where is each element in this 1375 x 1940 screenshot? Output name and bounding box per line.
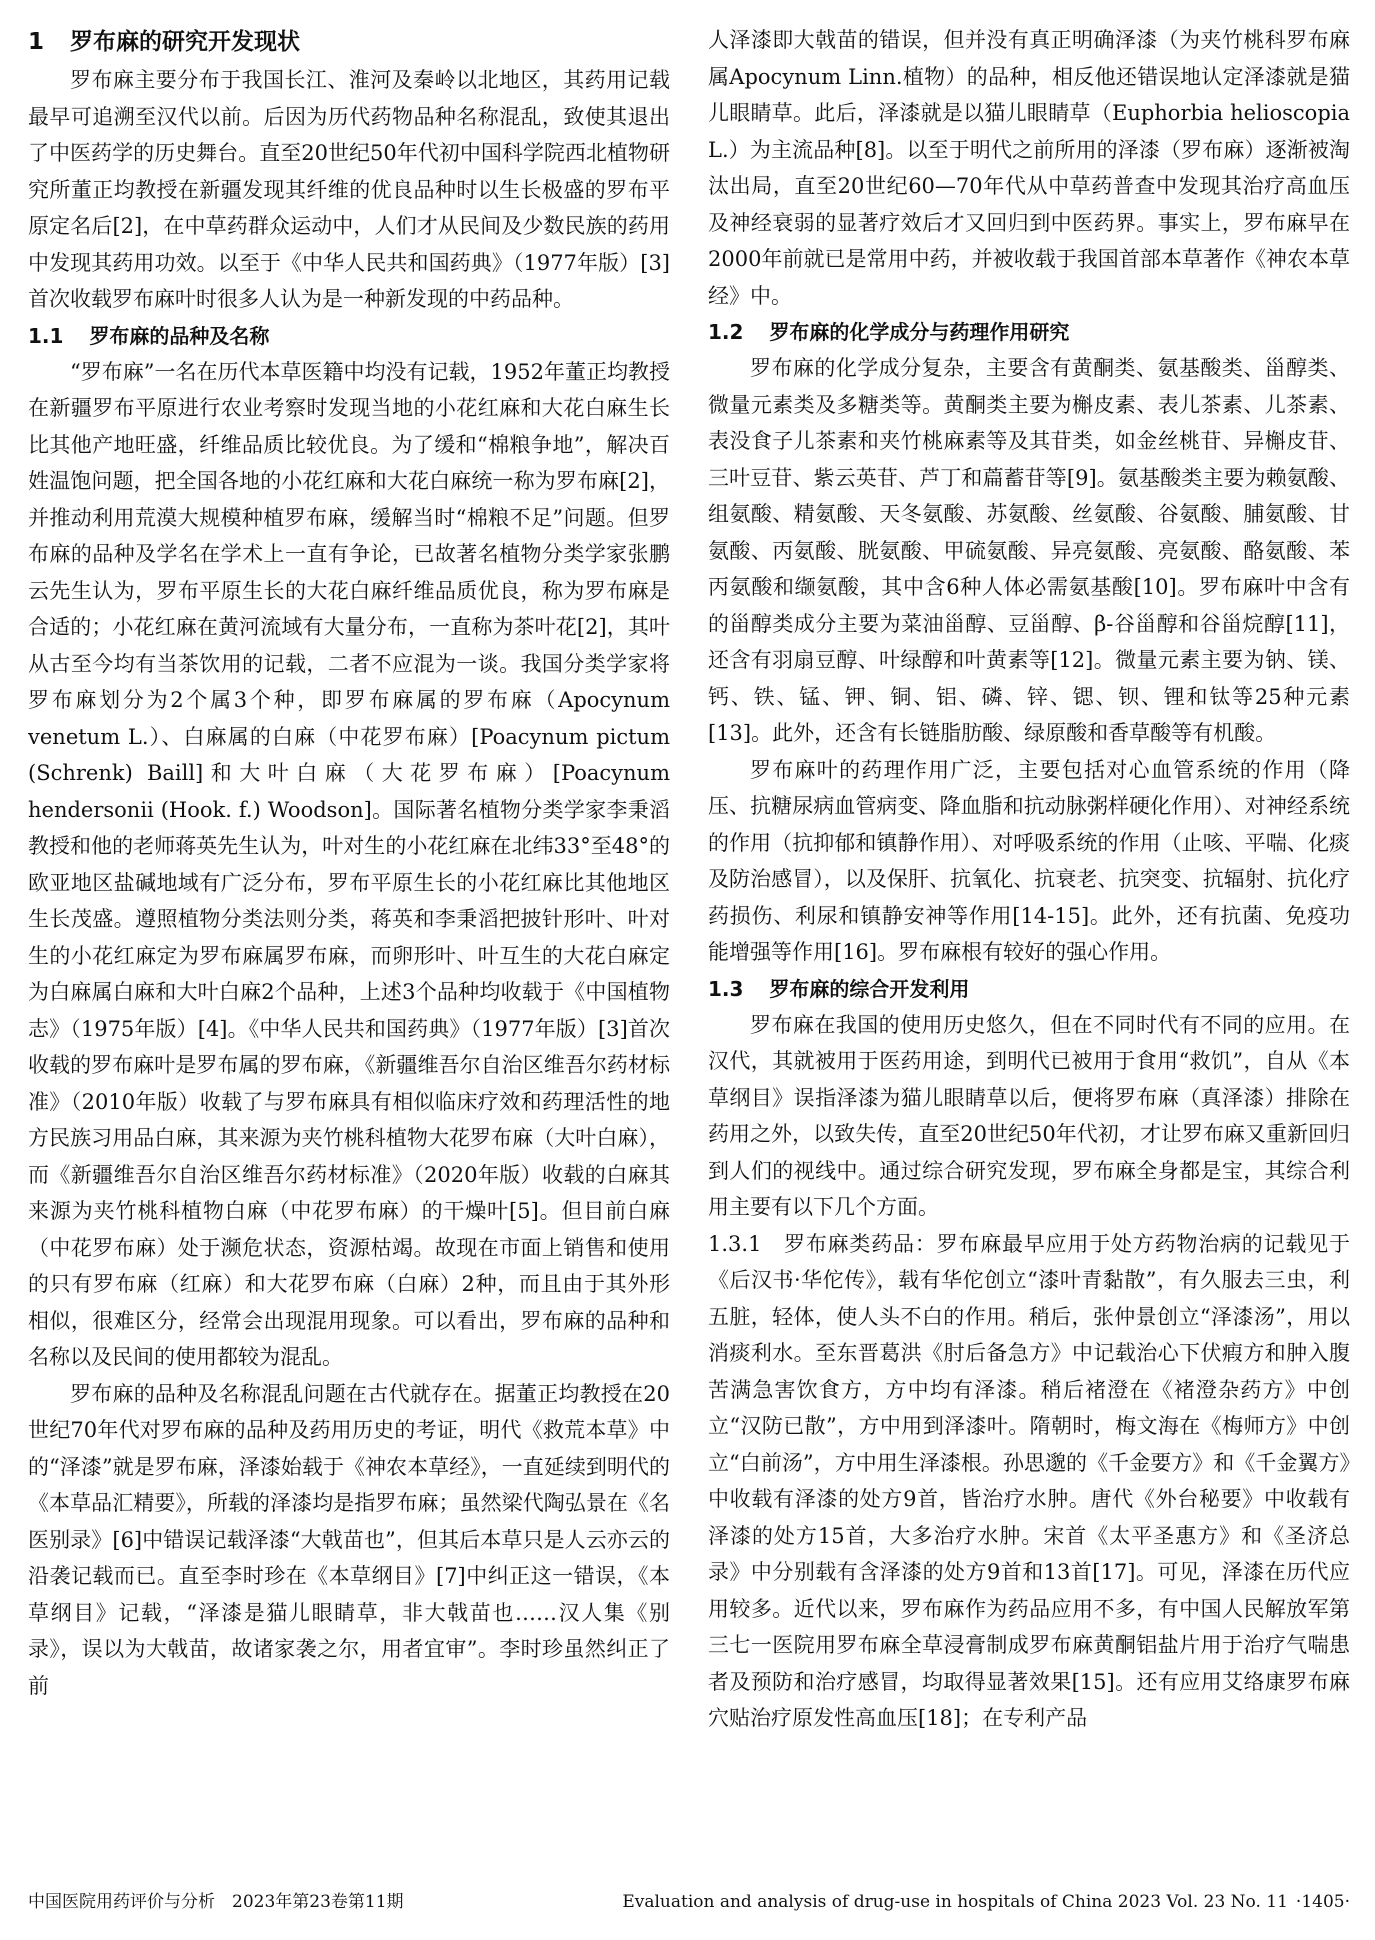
subsection-heading [28, 318, 670, 354]
right-column [708, 22, 1350, 1852]
section-number: 1 [28, 29, 45, 55]
section-title: 罗布麻的研究开发现状 [70, 29, 301, 55]
paragraph: 罗布麻的品种及名称混乱问题在古代就存在。据董正均教授在20世纪70年代对罗布麻的品种及药用历史的考证，明代《救荒本草》中的“泽漆”就是罗布麻，泽漆始载于《神农本草经》，一直延续到明代的《本草品汇精要》，所载的泽漆均是指罗布麻；虽然梁代陶弘景在《名医别录》[6]中错误记载泽漆“大戟苗也”，但其后本草只是人云亦云的沿袭记载而已。直至李时珍在《本草纲目》[7]中纠正这一错误，《本草纲目》记载，“泽漆是猫儿眼睛草，非大戟苗也……汉人集《别录》，误以为大戟苗，故诸家袭之尔，用者宜审”。李时珍虽然纠正了前 [28, 1381, 670, 1698]
subsection-number: 1.2 [708, 320, 744, 344]
subsection-title: 罗布麻的化学成分与药理作用研究 [769, 320, 1070, 344]
paragraph: 罗布麻在我国的使用历史悠久，但在不同时代有不同的应用。在汉代，其就被用于医药用途，到明代已被用于食用“救饥”，自从《本草纲目》误指泽漆为猫儿眼睛草以后，便将罗布麻（真泽漆）排除在药用之外，以致失传，直至20世纪50年代初，才让罗布麻又重新回归到人们的视线中。通过综合研究发现，罗布麻全身都是宝，其综合利用主要有以下几个方面。 [708, 1012, 1350, 1219]
journal-name-en: Evaluation and analysis of drug-use in hospitals of China 2023 Vol. 23 No. 11 [622, 1892, 1288, 1912]
paragraph: “罗布麻”一名在历代本草医籍中均没有记载，1952年董正均教授在新疆罗布平原进行农业考察时发现当地的小花红麻和大花白麻生长比其他产地旺盛，纤维品质比较优良。为了缓和“棉粮争地”，解决百姓温饱问题，把全国各地的小花红麻和大花白麻统一称为罗布麻[2]，并推动利用荒漠大规模种植罗布麻，缓解当时“棉粮不足”问题。但罗布麻的品种及学名在学术上一直有争论，已故著名植物分类学家张鹏云先生认为，罗布平原生长的大花白麻纤维品质优良，称为罗布麻是合适的；小花红麻在黄河流域有大量分布，一直称为茶叶花[2]，其叶从古至今均有当茶饮用的记载，二者不应混为一谈。我国分类学家将罗布麻划分为2个属3个种，即罗布麻属的罗布麻（Apocynum venetum L.）、白麻属的白麻（中花罗布麻）[Poacynum pictum (Schrenk) Baill]和大叶白麻（大花罗布麻）[Poacynum hendersonii (Hook. f.) Woodson]。国际著名植物分类学家李秉滔教授和他的老师蒋英先生认为，叶对生的小花红麻在北纬33°至48°的欧亚地区盐碱地域有广泛分布，罗布平原生长的小花红麻比其他地区生长茂盛。遵照植物分类法则分类，蒋英和李秉滔把披针形叶、叶对生的小花红麻定为罗布麻属罗布麻，而卵形叶、叶互生的大花白麻定为白麻属白麻和大叶白麻2个品种，上述3个品种均收载于《中国植物志》（1975年版）[4]。《中华人民共和国药典》（1977年版）[3]首次收载的罗布麻叶是罗布属的罗布麻，《新疆维吾尔自治区维吾尔药材标准》（2010年版）收载了与罗布麻具有相似临床疗效和药理活性的地方民族习用品白麻，其来源为夹竹桃科植物大花罗布麻（大叶白麻），而《新疆维吾尔自治区维吾尔药材标准》（2020年版）收载的白麻其来源为夹竹桃科植物白麻（中花罗布麻）的干燥叶[5]。但目前白麻（中花罗布麻）处于濒危状态，资源枯竭。故现在市面上销售和使用的只有罗布麻（红麻）和大花罗布麻（白麻）2种，而且由于其外形相似，很难区分，经常会出现混用现象。可以看出，罗布麻的品种和名称以及民间的使用都较为混乱。 [28, 359, 670, 1369]
left-column [28, 22, 670, 1852]
section-heading [28, 22, 670, 62]
footer-right [614, 1890, 1350, 1914]
paragraph: 罗布麻主要分布于我国长江、淮河及秦岭以北地区，其药用记载最早可追溯至汉代以前。后因为历代药物品种名称混乱，致使其退出了中医药学的历史舞台。直至20世纪50年代初中国科学院西北植物研究所董正均教授在新疆发现其纤维的优良品种时以生长极盛的罗布平原定名后[2]，在中草药群众运动中，人们才从民间及少数民族的药用中发现其药用功效。以至于《中华人民共和国药典》（1977年版）[3]首次收载罗布麻叶时很多人认为是一种新发现的中药品种。 [28, 68, 670, 311]
paragraph: 罗布麻的化学成分复杂，主要含有黄酮类、氨基酸类、甾醇类、微量元素类及多糖类等。黄酮类主要为槲皮素、表儿茶素、儿茶素、表没食子儿茶素和夹竹桃麻素等及其苷类，如金丝桃苷、异槲皮苷、三叶豆苷、紫云英苷、芦丁和萹蓄苷等[9]。氨基酸类主要为赖氨酸、组氨酸、精氨酸、天冬氨酸、苏氨酸、丝氨酸、谷氨酸、脯氨酸、甘氨酸、丙氨酸、胱氨酸、甲硫氨酸、异亮氨酸、亮氨酸、酪氨酸、苯丙氨酸和缬氨酸，其中含6种人体必需氨基酸[10]。罗布麻叶中含有的甾醇类成分主要为菜油甾醇、豆甾醇、β-谷甾醇和谷甾烷醇[11]，还含有羽扇豆醇、叶绿醇和叶黄素等[12]。微量元素主要为钠、镁、钙、铁、锰、钾、铜、铝、磷、锌、锶、钡、锂和钛等25种元素[13]。此外，还含有长链脂肪酸、绿原酸和香草酸等有机酸。 [708, 356, 1350, 745]
paragraph: 罗布麻叶的药理作用广泛，主要包括对心血管系统的作用（降压、抗糖尿病血管病变、降血脂和抗动脉粥样硬化作用）、对神经系统的作用（抗抑郁和镇静作用）、对呼吸系统的作用（止咳、平喘、化痰及防治感冒），以及保肝、抗氧化、抗衰老、抗突变、抗辐射、抗化疗药损伤、利尿和镇静安神等作用[14-15]。此外，还有抗菌、免疫功能增强等作用[16]。罗布麻根有较好的强心作用。 [708, 757, 1350, 964]
subsection-number: 1.3 [708, 976, 744, 1001]
subsection-heading [708, 314, 1350, 350]
subsection-number: 1.1 [28, 323, 64, 348]
subsection-title: 罗布麻的综合开发利用 [769, 976, 970, 1001]
paragraph: 1.3.1 罗布麻类药品：罗布麻最早应用于处方药物治病的记载见于《后汉书·华佗传》，载有华佗创立“漆叶青黏散”，有久服去三虫，利五脏，轻体，使人头不白的作用。稍后，张仲景创立“泽漆汤”，用以消痰利水。至东晋葛洪《肘后备急方》中记载治心下伏瘕方和肿入腹苦满急害饮食方，方中均有泽漆。稍后褚澄在《褚澄杂药方》中创立“汉防已散”，方中用到泽漆叶。隋朝时，梅文海在《梅师方》中创立“白前汤”，方中用生泽漆根。孙思邈的《千金要方》和《千金翼方》中收载有泽漆的处方9首，皆治疗水肿。唐代《外台秘要》中收载有泽漆的处方15首，大多治疗水肿。宋首《太平圣惠方》和《圣济总录》中分别载有含泽漆的处方9首和13首[17]。可见，泽漆在历代应用较多。近代以来，罗布麻作为药品应用不多，有中国人民解放军第三七一医院用罗布麻全草浸膏制成罗布麻黄酮铝盐片用于治疗气喘患者及预防和治疗感冒，均取得显著效果[15]。还有应用艾络康罗布麻穴贴治疗原发性高血压[18]；在专利产品 [708, 1231, 1350, 1730]
page-number: ·1405· [1295, 1892, 1350, 1912]
subsection-heading [708, 971, 1350, 1007]
journal-name-zh: 中国医院用药评价与分析 2023年第23卷第11期 [28, 1892, 404, 1912]
paragraph-continued: 人泽漆即大戟苗的错误，但并没有真正明确泽漆（为夹竹桃科罗布麻属Apocynum Linn.植物）的品种，相反他还错误地认定泽漆就是猫儿眼睛草。此后，泽漆就是以猫儿眼睛草（Euphorbia helioscopia L.）为主流品种[8]。以至于明代之前所用的泽漆（罗布麻）逐渐被淘汰出局，直至20世纪60—70年代从中草药普查中发现其治疗高血压及神经衰弱的显著疗效后才又回归到中医药界。事实上，罗布麻早在2000年前就已是常用中药，并被收载于我国首部本草著作《神农本草经》中。 [708, 28, 1350, 308]
subsection-title: 罗布麻的品种及名称 [89, 323, 270, 348]
